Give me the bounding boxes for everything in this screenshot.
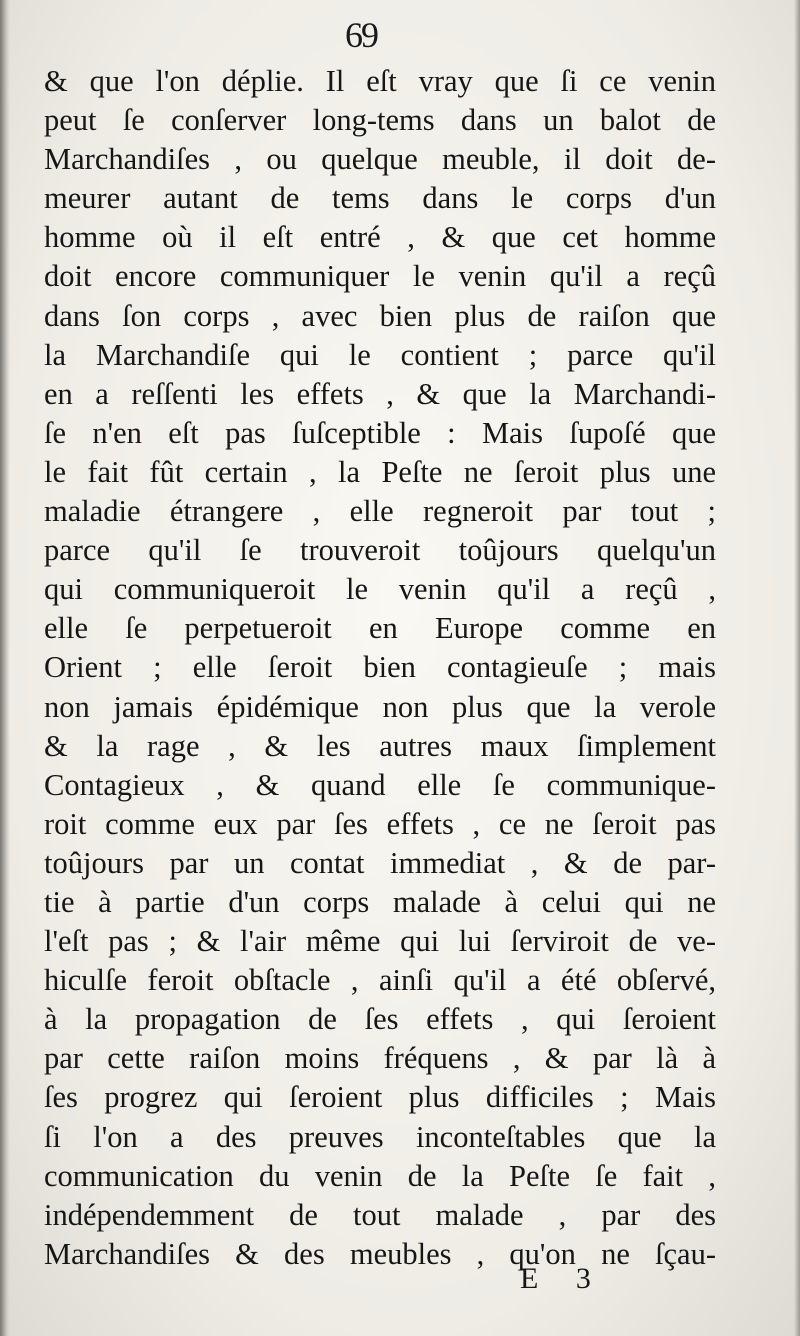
text-line: Marchandiſes , ou quelque meuble, il doit de-	[44, 142, 716, 177]
text-line: roit comme eux par ſes effets , ce ne ſeroit pas	[44, 806, 716, 841]
text-line: & que l'on déplie. Il eſt vray que ſi ce venin	[44, 64, 716, 98]
text-line: en a reſſenti les effets , & que la Marchandi-	[44, 376, 716, 411]
text-line: dans ſon corps , avec bien plus de raiſon que	[44, 298, 716, 333]
text-line: tie à partie d'un corps malade à celui qui ne	[44, 884, 716, 919]
text-line: Contagieux , & quand elle ſe communique-	[44, 767, 716, 802]
text-line: & la rage , & les autres maux ſimplement	[44, 728, 716, 763]
text-line: le fait fût certain , la Peſte ne ſeroit plus une	[44, 454, 716, 489]
page-number: 69	[345, 15, 377, 55]
text-line: ſi l'on a des preuves inconteſtables que la	[44, 1119, 716, 1154]
text-line: elle ſe perpetueroit en Europe comme en	[44, 611, 716, 646]
text-line: par cette raiſon moins fréquens , & par là à	[44, 1041, 716, 1076]
text-line: hiculſe feroit obſtacle , ainſi qu'il a été obſervé,	[44, 963, 716, 998]
text-line: meurer autant de tems dans le corps d'un	[44, 181, 716, 216]
text-line: peut ſe conſerver long-tems dans un balot de	[44, 103, 716, 138]
text-line: à la propagation de ſes effets , qui ſeroient	[44, 1002, 716, 1037]
text-line: l'eſt pas ; & l'air même qui lui ſerviroit de ve-	[44, 924, 716, 959]
text-line: indépendemment de tout malade , par des	[44, 1197, 716, 1232]
text-line: non jamais épidémique non plus que la verole	[44, 689, 716, 724]
text-line: ſes progrez qui ſeroient plus difficiles ; Mais	[44, 1080, 716, 1115]
text-line: Marchandiſes & des meubles , qu'on ne ſçau-	[44, 1236, 716, 1271]
text-line: parce qu'il ſe trouveroit toûjours quelqu'un	[44, 533, 716, 568]
text-line: homme où il eſt entré , & que cet homme	[44, 220, 716, 255]
page-left-edge-shadow	[0, 0, 10, 1336]
text-line: doit encore communiquer le venin qu'il a reçû	[44, 259, 716, 294]
text-line: maladie étrangere , elle regneroit par tout ;	[44, 494, 716, 529]
text-line: qui communiqueroit le venin qu'il a reçû ,	[44, 572, 716, 607]
body-text	[44, 62, 716, 1274]
text-line: toûjours par un contat immediat , & de par-	[44, 845, 716, 880]
page-right-edge-shadow	[794, 0, 800, 1336]
text-line: communication du venin de la Peſte ſe fait ,	[44, 1158, 716, 1193]
signature-mark: E 3	[520, 1262, 591, 1295]
text-line: ſe n'en eſt pas ſuſceptible : Mais ſupoſé que	[44, 415, 716, 450]
text-line: la Marchandiſe qui le contient ; parce qu'il	[44, 337, 716, 372]
text-line: Orient ; elle ſeroit bien contagieuſe ; mais	[44, 650, 716, 685]
